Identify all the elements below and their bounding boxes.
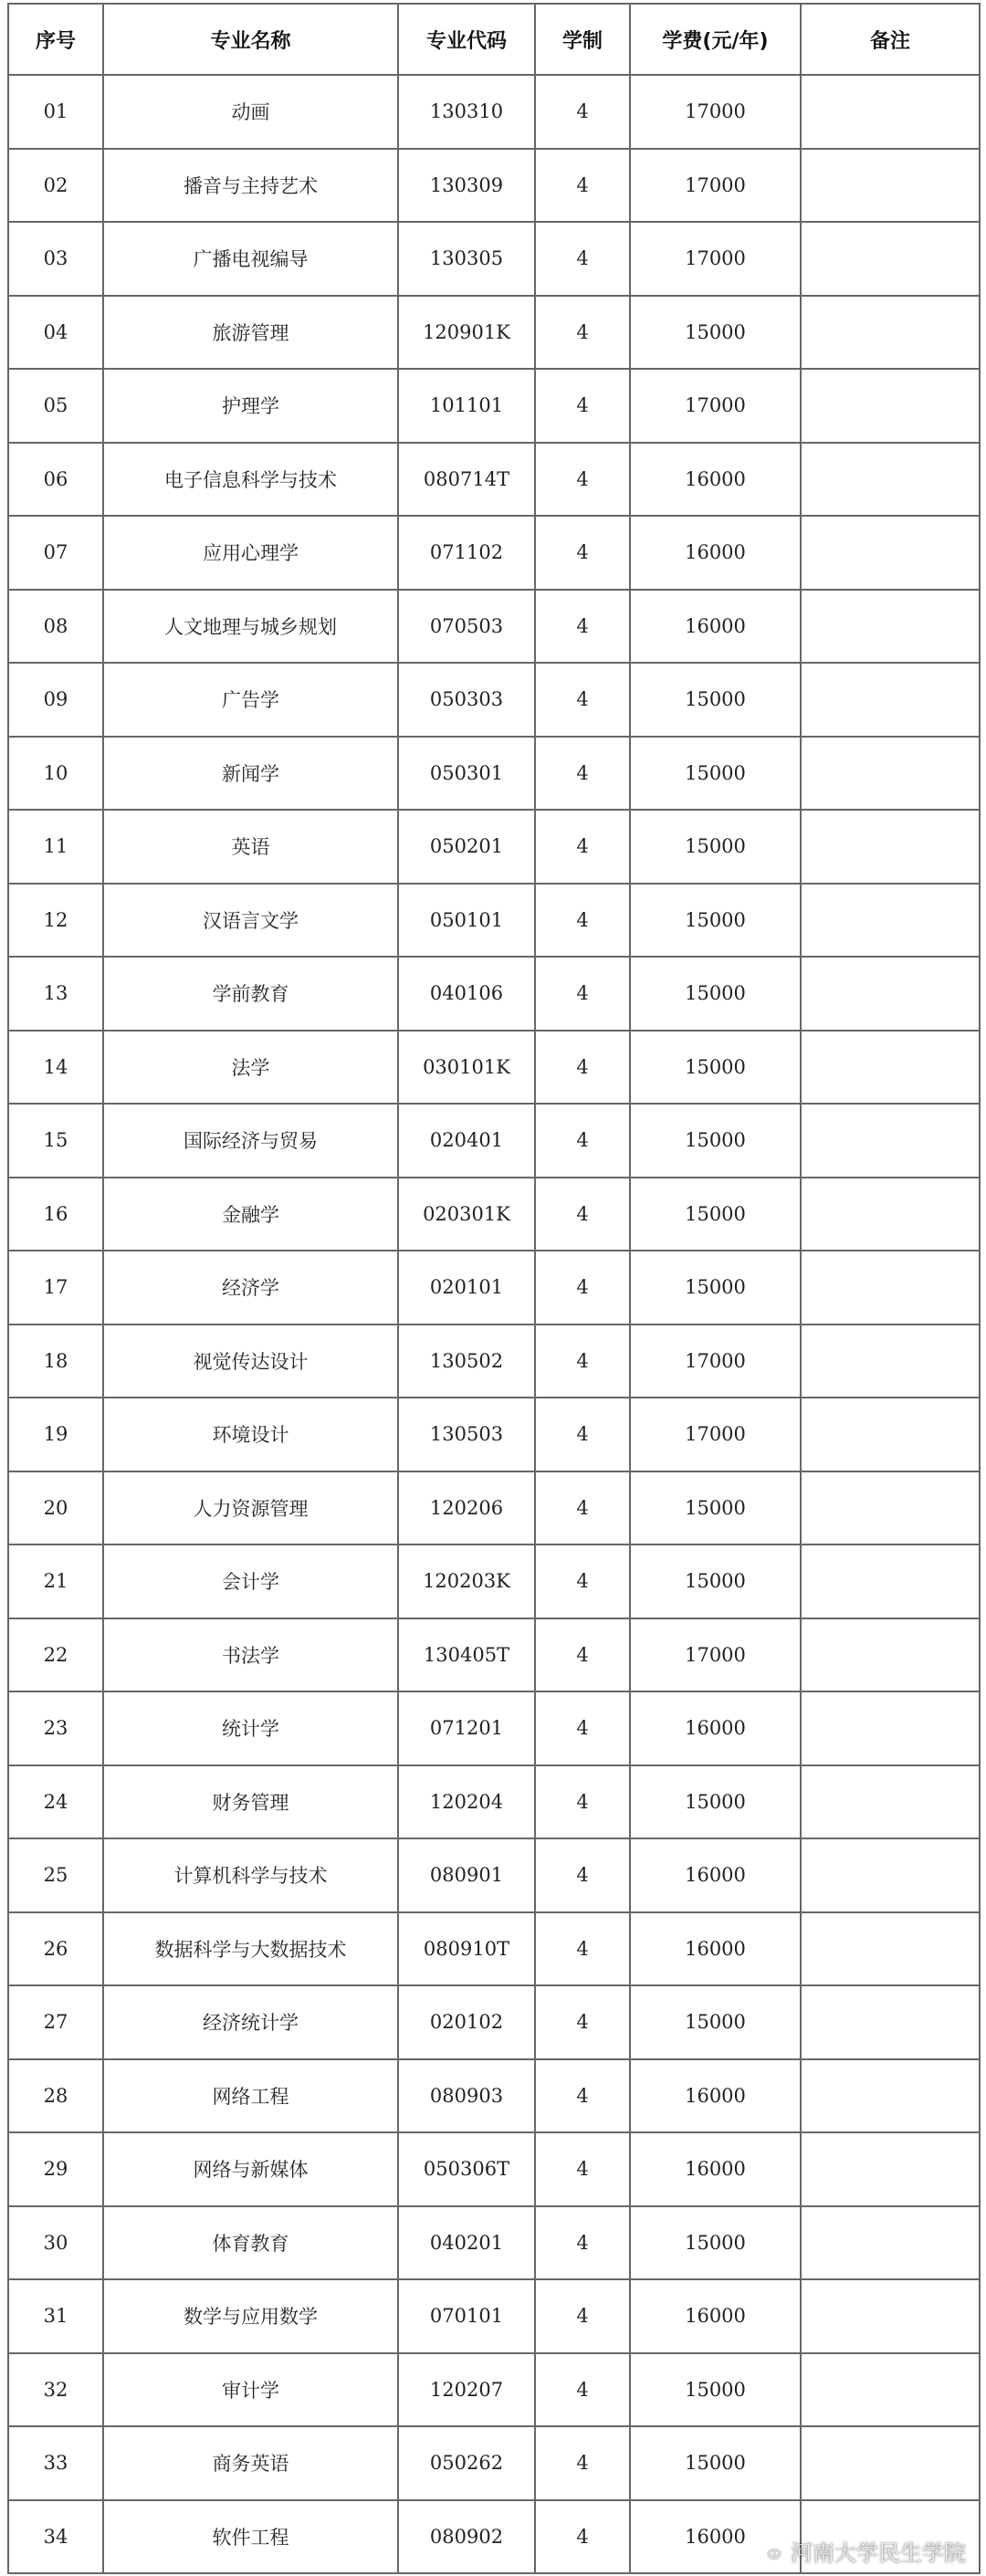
cell-note [801,2132,980,2206]
cell-fee: 16000 [630,2059,801,2133]
cell-years: 4 [535,2426,630,2500]
cell-no: 20 [8,1471,103,1545]
cell-note [801,1618,980,1692]
cell-fee: 15000 [630,1765,801,1839]
cell-fee: 15000 [630,1985,801,2059]
table-row [8,1618,980,1692]
cell-fee: 17000 [630,1398,801,1471]
cell-note [801,1545,980,1618]
cell-note [801,1031,980,1105]
cell-note [801,1691,980,1765]
cell-no: 12 [8,884,103,958]
table-row [8,1031,980,1105]
cell-no: 33 [8,2426,103,2500]
cell-name: 金融学 [103,1178,398,1251]
cell-years: 4 [535,2279,630,2353]
table-row [8,149,980,223]
table-row [8,810,980,884]
cell-note [801,1838,980,1912]
cell-name: 汉语言文学 [103,884,398,958]
table-row [8,443,980,517]
cell-name: 财务管理 [103,1765,398,1839]
cell-no: 29 [8,2132,103,2206]
cell-fee: 15000 [630,2353,801,2427]
cell-code: 080903 [398,2059,535,2133]
cell-name: 人文地理与城乡规划 [103,590,398,664]
cell-code: 130305 [398,222,535,296]
cell-note [801,2279,980,2353]
cell-name: 经济统计学 [103,1985,398,2059]
cell-years: 4 [535,1178,630,1251]
cell-name: 软件工程 [103,2500,398,2574]
cell-note [801,1325,980,1398]
cell-no: 03 [8,222,103,296]
cell-code: 120206 [398,1471,535,1545]
cell-note [801,2206,980,2280]
cell-years: 4 [535,75,630,149]
cell-code: 040106 [398,957,535,1031]
table-row [8,2500,980,2574]
cell-no: 28 [8,2059,103,2133]
cell-no: 09 [8,663,103,737]
cell-code: 040201 [398,2206,535,2280]
cell-years: 4 [535,1031,630,1105]
table-row [8,516,980,590]
cell-years: 4 [535,1765,630,1839]
cell-no: 02 [8,149,103,223]
cell-fee: 17000 [630,369,801,443]
cell-years: 4 [535,957,630,1031]
cell-note [801,75,980,149]
cell-code: 020301K [398,1178,535,1251]
cell-years: 4 [535,149,630,223]
cell-note [801,2353,980,2427]
cell-code: 020101 [398,1251,535,1325]
cell-fee: 15000 [630,957,801,1031]
cell-fee: 16000 [630,1691,801,1765]
cell-code: 050262 [398,2426,535,2500]
cell-name: 审计学 [103,2353,398,2427]
tuition-table [7,3,981,2574]
cell-name: 数据科学与大数据技术 [103,1912,398,1986]
cell-name: 视觉传达设计 [103,1325,398,1398]
cell-note [801,957,980,1031]
table-row [8,2206,980,2280]
cell-fee: 16000 [630,1838,801,1912]
cell-name: 新闻学 [103,737,398,811]
cell-code: 070503 [398,590,535,664]
cell-years: 4 [535,1618,630,1692]
cell-name: 经济学 [103,1251,398,1325]
cell-no: 04 [8,296,103,370]
cell-fee: 15000 [630,1545,801,1618]
cell-no: 22 [8,1618,103,1692]
table-row [8,1765,980,1839]
cell-years: 4 [535,2206,630,2280]
cell-code: 130310 [398,75,535,149]
table-row [8,1471,980,1545]
cell-code: 050301 [398,737,535,811]
cell-code: 130405T [398,1618,535,1692]
cell-years: 4 [535,2500,630,2574]
cell-no: 11 [8,810,103,884]
cell-code: 020401 [398,1104,535,1178]
cell-code: 120207 [398,2353,535,2427]
table-row [8,2426,980,2500]
cell-no: 08 [8,590,103,664]
cell-fee: 17000 [630,1325,801,1398]
cell-no: 01 [8,75,103,149]
header-name: 专业名称 [103,4,398,75]
cell-years: 4 [535,663,630,737]
cell-note [801,1765,980,1839]
cell-fee: 15000 [630,1031,801,1105]
cell-name: 商务英语 [103,2426,398,2500]
table-row [8,75,980,149]
cell-no: 19 [8,1398,103,1471]
cell-fee: 15000 [630,2426,801,2500]
header-code: 专业代码 [398,4,535,75]
table-row [8,1912,980,1986]
cell-fee: 15000 [630,663,801,737]
cell-years: 4 [535,2132,630,2206]
cell-fee: 16000 [630,2279,801,2353]
cell-name: 会计学 [103,1545,398,1618]
cell-fee: 16000 [630,516,801,590]
cell-note [801,1912,980,1986]
cell-code: 070101 [398,2279,535,2353]
table-row [8,1985,980,2059]
cell-no: 25 [8,1838,103,1912]
cell-name: 数学与应用数学 [103,2279,398,2353]
cell-note [801,296,980,370]
cell-no: 21 [8,1545,103,1618]
cell-name: 广播电视编导 [103,222,398,296]
cell-years: 4 [535,222,630,296]
table-row [8,1838,980,1912]
table-row [8,737,980,811]
table-row [8,1104,980,1178]
table-row [8,957,980,1031]
cell-note [801,222,980,296]
table-row [8,2353,980,2427]
cell-code: 120203K [398,1545,535,1618]
cell-name: 网络工程 [103,2059,398,2133]
cell-note [801,516,980,590]
cell-name: 英语 [103,810,398,884]
cell-name: 电子信息科学与技术 [103,443,398,517]
cell-name: 人力资源管理 [103,1471,398,1545]
table-row [8,2279,980,2353]
cell-no: 31 [8,2279,103,2353]
cell-years: 4 [535,884,630,958]
cell-no: 34 [8,2500,103,2574]
cell-no: 14 [8,1031,103,1105]
cell-fee: 16000 [630,2132,801,2206]
cell-no: 17 [8,1251,103,1325]
cell-fee: 16000 [630,2500,801,2574]
cell-years: 4 [535,516,630,590]
cell-years: 4 [535,1838,630,1912]
cell-fee: 15000 [630,1471,801,1545]
header-row [8,4,980,75]
cell-years: 4 [535,1912,630,1986]
cell-code: 130309 [398,149,535,223]
cell-no: 07 [8,516,103,590]
table-row [8,590,980,664]
cell-note [801,1178,980,1251]
cell-no: 26 [8,1912,103,1986]
cell-no: 32 [8,2353,103,2427]
cell-name: 国际经济与贸易 [103,1104,398,1178]
cell-fee: 15000 [630,737,801,811]
cell-fee: 17000 [630,222,801,296]
table-row [8,2132,980,2206]
cell-name: 应用心理学 [103,516,398,590]
cell-no: 24 [8,1765,103,1839]
cell-years: 4 [535,1691,630,1765]
cell-fee: 15000 [630,810,801,884]
cell-no: 05 [8,369,103,443]
header-no: 序号 [8,4,103,75]
header-note: 备注 [801,4,980,75]
cell-name: 书法学 [103,1618,398,1692]
cell-years: 4 [535,810,630,884]
cell-years: 4 [535,1471,630,1545]
cell-name: 体育教育 [103,2206,398,2280]
cell-note [801,1398,980,1471]
cell-note [801,369,980,443]
table-row [8,1398,980,1471]
cell-years: 4 [535,369,630,443]
cell-years: 4 [535,2353,630,2427]
cell-note [801,590,980,664]
cell-note [801,737,980,811]
cell-name: 环境设计 [103,1398,398,1471]
watermark-text: 河南大学民生学院 [791,2540,966,2566]
cell-fee: 16000 [630,1912,801,1986]
cell-years: 4 [535,2059,630,2133]
cell-years: 4 [535,443,630,517]
cell-no: 18 [8,1325,103,1398]
cell-code: 071102 [398,516,535,590]
cell-no: 13 [8,957,103,1031]
cell-years: 4 [535,1104,630,1178]
cell-years: 4 [535,1251,630,1325]
cell-code: 030101K [398,1031,535,1105]
cell-code: 050201 [398,810,535,884]
cell-code: 050101 [398,884,535,958]
cell-note [801,663,980,737]
header-fee: 学费(元/年) [630,4,801,75]
cell-name: 广告学 [103,663,398,737]
cell-no: 30 [8,2206,103,2280]
cell-fee: 15000 [630,296,801,370]
cell-fee: 15000 [630,2206,801,2280]
cell-fee: 15000 [630,1178,801,1251]
cell-years: 4 [535,1545,630,1618]
cell-no: 10 [8,737,103,811]
table-row [8,1691,980,1765]
cell-name: 旅游管理 [103,296,398,370]
cell-fee: 17000 [630,149,801,223]
cell-fee: 15000 [630,884,801,958]
cell-code: 101101 [398,369,535,443]
cell-fee: 15000 [630,1251,801,1325]
table-row [8,1325,980,1398]
table-body [8,75,980,2573]
cell-years: 4 [535,590,630,664]
cell-name: 统计学 [103,1691,398,1765]
table-row [8,222,980,296]
cell-code: 080910T [398,1912,535,1986]
cell-note [801,2059,980,2133]
cell-no: 06 [8,443,103,517]
cell-years: 4 [535,1325,630,1398]
cell-code: 050306T [398,2132,535,2206]
cell-no: 27 [8,1985,103,2059]
cell-note [801,884,980,958]
cell-years: 4 [535,1985,630,2059]
table-row [8,1251,980,1325]
cell-note [801,2426,980,2500]
cell-code: 071201 [398,1691,535,1765]
cell-name: 法学 [103,1031,398,1105]
cell-note [801,1104,980,1178]
cell-no: 15 [8,1104,103,1178]
cell-code: 130502 [398,1325,535,1398]
header-years: 学制 [535,4,630,75]
cell-fee: 16000 [630,443,801,517]
cell-code: 020102 [398,1985,535,2059]
cell-code: 080714T [398,443,535,517]
cell-note [801,443,980,517]
table-row [8,663,980,737]
cell-name: 护理学 [103,369,398,443]
cell-code: 130503 [398,1398,535,1471]
cell-note [801,2500,980,2574]
cell-years: 4 [535,737,630,811]
cell-fee: 16000 [630,590,801,664]
cell-code: 050303 [398,663,535,737]
cell-fee: 17000 [630,75,801,149]
cell-code: 120901K [398,296,535,370]
cell-fee: 17000 [630,1618,801,1692]
cell-code: 080901 [398,1838,535,1912]
cell-years: 4 [535,296,630,370]
table-row [8,369,980,443]
table-row [8,1178,980,1251]
cell-name: 播音与主持艺术 [103,149,398,223]
cell-note [801,1251,980,1325]
cell-name: 学前教育 [103,957,398,1031]
cell-note [801,149,980,223]
cell-no: 23 [8,1691,103,1765]
cell-no: 16 [8,1178,103,1251]
cell-years: 4 [535,1398,630,1471]
cell-note [801,810,980,884]
table-row [8,2059,980,2133]
cell-fee: 15000 [630,1104,801,1178]
cell-code: 120204 [398,1765,535,1839]
cell-name: 计算机科学与技术 [103,1838,398,1912]
table-row [8,884,980,958]
cell-name: 网络与新媒体 [103,2132,398,2206]
table-row [8,1545,980,1618]
cell-name: 动画 [103,75,398,149]
cell-note [801,1985,980,2059]
table-row [8,296,980,370]
cell-code: 080902 [398,2500,535,2574]
cell-note [801,1471,980,1545]
